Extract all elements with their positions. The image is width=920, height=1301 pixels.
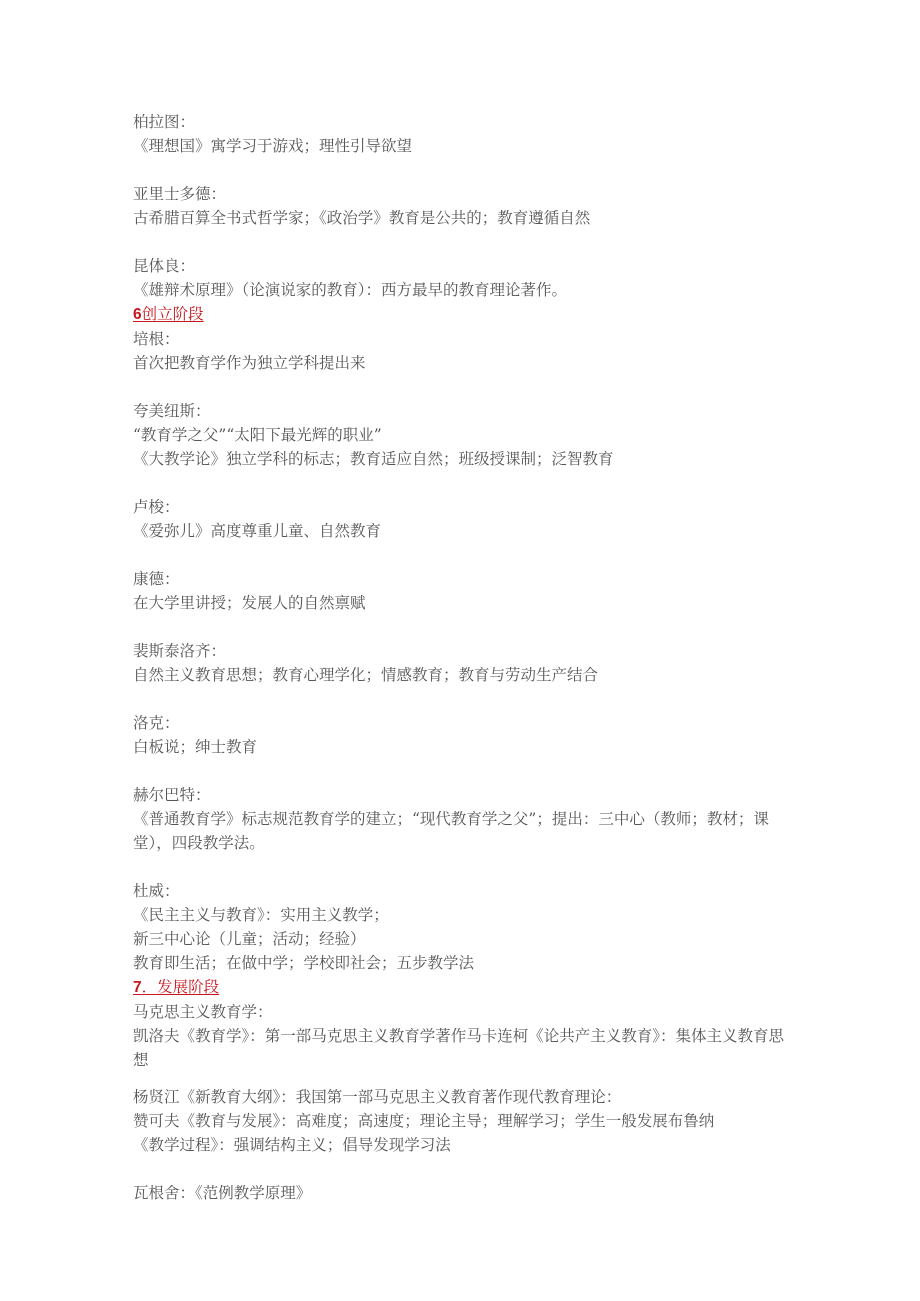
person-dewey: 杜威： <box>133 882 180 900</box>
quintilian-desc: 《雄辩术原理》（论演说家的教育）：西方最早的教育理论著作。 <box>133 281 568 299</box>
locke-desc: 白板说；绅士教育 <box>133 738 258 756</box>
comenius-desc-1: “教育学之父”“太阳下最光辉的职业” <box>133 426 382 444</box>
kant-desc: 在大学里讲授；发展人的自然禀赋 <box>133 594 366 612</box>
zankov-desc: 赞可夫《教育与发展》：高难度；高速度；理论主导；理解学习；学生一般发展布鲁纳 <box>133 1112 715 1130</box>
bruner-desc: 《教学过程》：强调结构主义；倡导发现学习法 <box>133 1136 451 1154</box>
marxist-pedagogy: 马克思主义教育学： <box>133 1003 273 1021</box>
person-plato: 柏拉图： <box>133 113 196 131</box>
pestalozzi-desc: 自然主义教育思想；教育心理学化；情感教育；教育与劳动生产结合 <box>133 666 599 684</box>
section-heading-6: 6创立阶段 <box>133 305 204 323</box>
herbart-desc: 《普通教育学》标志规范教育学的建立；“现代教育学之父”；提出：三中心（教师；教材；课堂），四段教学法。 <box>133 810 769 852</box>
person-herbart: 赫尔巴特： <box>133 786 211 804</box>
plato-desc: 《理想国》寓学习于游戏；理性引导欲望 <box>133 137 413 155</box>
wagenschein-line: 瓦根舍：《范例教学原理》 <box>133 1184 312 1202</box>
person-aristotle: 亚里士多德： <box>133 185 227 203</box>
person-quintilian: 昆体良： <box>133 257 196 275</box>
yang-xianjiang-line: 杨贤江《新教育大纲》：我国第一部马克思主义教育著作现代教育理论： <box>133 1088 622 1106</box>
kairov-makarenko-desc: 凯洛夫《教育学》：第一部马克思主义教育学著作马卡连柯《论共产主义教育》：集体主义教育思想 <box>133 1027 785 1069</box>
dewey-desc-3: 教育即生活；在做中学；学校即社会；五步教学法 <box>133 954 475 972</box>
aristotle-desc: 古希腊百算全书式哲学家；《政治学》教育是公共的；教育遵循自然 <box>133 209 591 227</box>
dewey-desc-2: 新三中心论（儿童；活动；经验） <box>133 930 366 948</box>
bacon-desc: 首次把教育学作为独立学科提出来 <box>133 354 366 372</box>
person-comenius: 夸美纽斯： <box>133 402 211 420</box>
person-bacon: 培根： <box>133 330 180 348</box>
dewey-desc-1: 《民主主义与教育》：实用主义教学； <box>133 906 389 924</box>
person-kant: 康德： <box>133 570 180 588</box>
rousseau-desc: 《爱弥儿》高度尊重儿童、自然教育 <box>133 522 382 540</box>
person-rousseau: 卢梭： <box>133 498 180 516</box>
person-locke: 洛克： <box>133 714 180 732</box>
document-body <box>133 110 793 1205</box>
section-heading-7: 7．发展阶段 <box>133 978 220 996</box>
comenius-desc-2: 《大教学论》独立学科的标志；教育适应自然；班级授课制；泛智教育 <box>133 450 614 468</box>
person-pestalozzi: 裴斯泰洛齐： <box>133 642 227 660</box>
